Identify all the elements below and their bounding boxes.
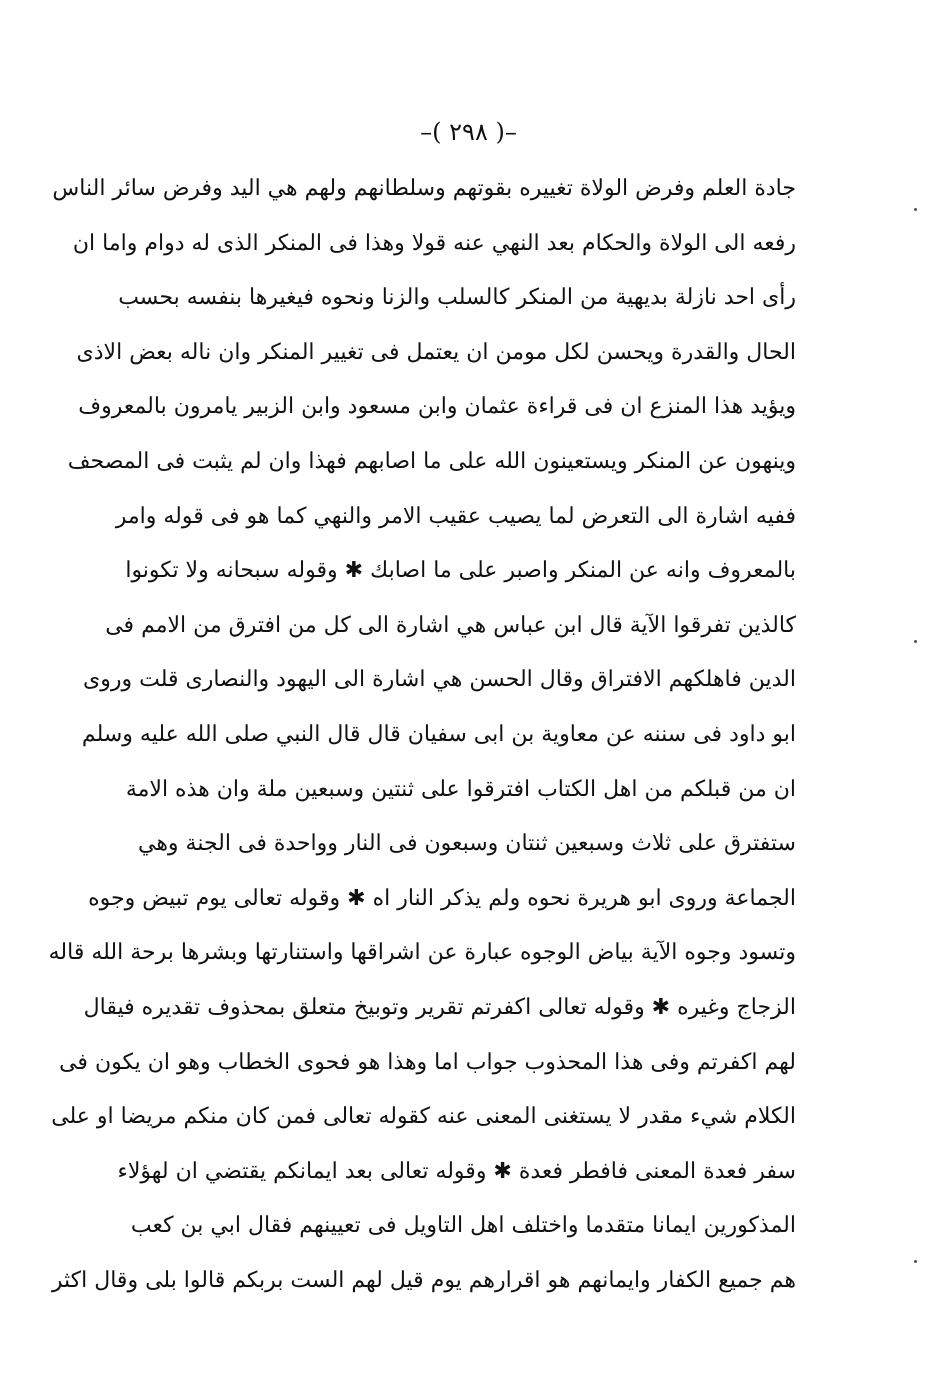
text-line: ففيه اشارة الى التعرض لما يصيب عقيب الامر والنهي كما هو فى قوله وامر (115, 503, 796, 529)
text-line: الكلام شيء مقدر لا يستغنى المعنى عنه كقوله تعالى فمن كان منكم مريضا او على (51, 1104, 796, 1130)
text-line: الزجاج وغيره ✱ وقوله تعالى اكفرتم تقرير وتوبيخ متعلق بمحذوف تقديره فيقال (83, 994, 796, 1020)
text-line: رأى احد نازلة بديهية من المنكر كالسلب والزنا ونحوه فيغيرها بنفسه بحسب (118, 285, 796, 311)
text-line: ويؤيد هذا المنزع ان فى قراءة عثمان وابن مسعود وابن الزبير يامرون بالمعروف (78, 394, 796, 420)
scan-speck (914, 208, 917, 211)
scan-speck (914, 1260, 917, 1263)
text-line: وتسود وجوه الآية بياض الوجوه عبارة عن اشراقها واستنارتها وبشرها برحة الله قاله (48, 940, 796, 966)
scan-speck (914, 640, 917, 643)
text-line: جادة العلم وفرض الولاة تغييره بقوتهم وسلطانهم ولهم هي اليد وفرض سائر الناس (52, 176, 796, 201)
text-line: وينهون عن المنكر ويستعينون الله على ما اصابهم فهذا وان لم يثبت فى المصحف (67, 448, 796, 474)
body-text (48, 162, 796, 1308)
text-line: سفر فعدة المعنى فافطر فعدة ✱ وقوله تعالى بعد ايمانكم يقتضي ان لهؤلاء (117, 1158, 796, 1184)
text-line: المذكورين ايمانا متقدما واختلف اهل التاويل فى تعيينهم فقال ابي بن كعب (130, 1213, 796, 1239)
text-line: الجماعة وروى ابو هريرة نحوه ولم يذكر النار اه ✱ وقوله تعالى يوم تبيض وجوه (88, 885, 796, 911)
text-line: هم جميع الكفار وايمانهم هو اقرارهم يوم قيل لهم الست بربكم قالوا بلى وقال اكثر (51, 1267, 796, 1293)
text-line: ستفترق على ثلاث وسبعين ثنتان وسبعون فى النار وواحدة فى الجنة وهي (137, 831, 796, 857)
text-line: لهم اكفرتم وفى هذا المحذوب جواب اما وهذا هو فحوى الخطاب وهو ان يكون فى (59, 1049, 796, 1075)
text-line: بالمعروف وانه عن المنكر واصبر على ما اصابك ✱ وقوله سبحانه ولا تكونوا (125, 558, 796, 584)
text-line: رفعه الى الولاة والحكام بعد النهي عنه قولا وهذا فى المنكر الذى له دوام واما ان (72, 230, 796, 256)
text-line: الحال والقدرة ويحسن لكل مومن ان يعتمل فى تغيير المنكر وان ناله بعض الاذى (76, 339, 796, 365)
text-line: الدين فاهلكهم الافتراق وقال الحسن هي اشارة الى اليهود والنصارى قلت وروى (83, 667, 796, 693)
page-number: –( ٢٩٨ )– (420, 118, 517, 146)
text-line: ان من قبلكم من اهل الكتاب افترقوا على ثنتين وسبعين ملة وان هذه الامة (125, 776, 796, 802)
text-line: ابو داود فى سننه عن معاوية بن ابى سفيان قال قال النبي صلى الله عليه وسلم (81, 721, 796, 747)
text-line: كالذين تفرقوا الآية قال ابن عباس هي اشارة الى كل من افترق من الامم فى (105, 612, 796, 638)
